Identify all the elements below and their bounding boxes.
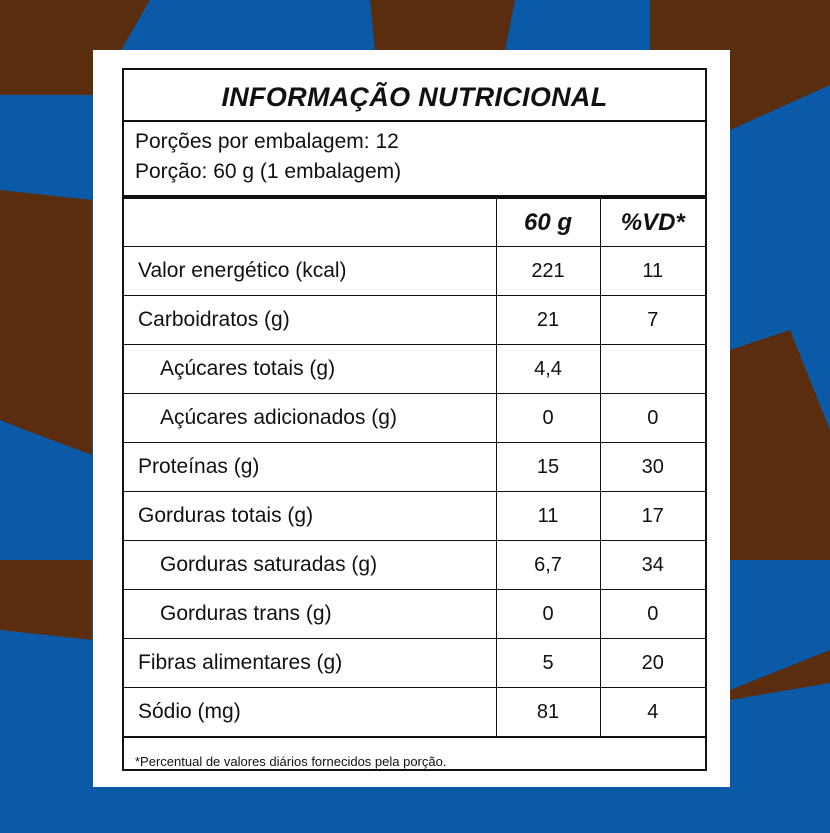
nutrient-name: Gorduras trans (g) (124, 590, 496, 639)
nutrient-amount: 4,4 (496, 345, 600, 394)
table-row (124, 590, 705, 639)
nutrient-dv: 7 (600, 296, 705, 345)
nutrient-name: Açúcares totais (g) (124, 345, 496, 394)
nutrient-amount: 5 (496, 639, 600, 688)
nutrient-amount: 15 (496, 443, 600, 492)
label-title: INFORMAÇÃO NUTRICIONAL (124, 70, 705, 122)
brown-stripe-top-center (370, 0, 515, 50)
nutrition-table (124, 198, 705, 737)
nutrient-dv: 20 (600, 639, 705, 688)
nutrient-name: Sódio (mg) (124, 688, 496, 737)
nutrition-facts-label (122, 68, 707, 771)
nutrient-name: Gorduras saturadas (g) (124, 541, 496, 590)
nutrient-dv: 0 (600, 590, 705, 639)
nutrient-amount: 81 (496, 688, 600, 737)
nutrient-dv: 0 (600, 394, 705, 443)
nutrient-amount: 0 (496, 590, 600, 639)
table-row (124, 247, 705, 296)
table-row (124, 296, 705, 345)
brown-stripe-bottom-left (0, 560, 92, 640)
table-row (124, 541, 705, 590)
column-header-dv: %VD* (600, 199, 705, 247)
table-row (124, 394, 705, 443)
table-row (124, 345, 705, 394)
nutrient-amount: 21 (496, 296, 600, 345)
nutrient-dv: 30 (600, 443, 705, 492)
table-header-row (124, 199, 705, 247)
column-header-amount: 60 g (496, 199, 600, 247)
table-row (124, 688, 705, 737)
nutrient-amount: 0 (496, 394, 600, 443)
portion-info (124, 127, 705, 198)
nutrient-name: Açúcares adicionados (g) (124, 394, 496, 443)
nutrient-name: Fibras alimentares (g) (124, 639, 496, 688)
table-row (124, 639, 705, 688)
nutrient-name: Proteínas (g) (124, 443, 496, 492)
nutrient-dv: 17 (600, 492, 705, 541)
nutrient-dv: 4 (600, 688, 705, 737)
nutrient-dv: 11 (600, 247, 705, 296)
column-header-nutrient (124, 199, 496, 247)
table-row (124, 492, 705, 541)
serving-size: Porção: 60 g (1 embalagem) (135, 160, 402, 183)
table-row (124, 443, 705, 492)
nutrient-name: Valor energético (kcal) (124, 247, 496, 296)
footnote: *Percentual de valores diários fornecidos pela porção. (124, 737, 705, 785)
nutrient-amount: 221 (496, 247, 600, 296)
nutrient-amount: 11 (496, 492, 600, 541)
nutrient-name: Carboidratos (g) (124, 296, 496, 345)
nutrient-dv: 34 (600, 541, 705, 590)
servings-per-package: Porções por embalagem: 12 (135, 130, 399, 153)
nutrient-name: Gorduras totais (g) (124, 492, 496, 541)
nutrient-dv (600, 345, 705, 394)
brown-stripe-left (0, 190, 92, 455)
nutrient-amount: 6,7 (496, 541, 600, 590)
